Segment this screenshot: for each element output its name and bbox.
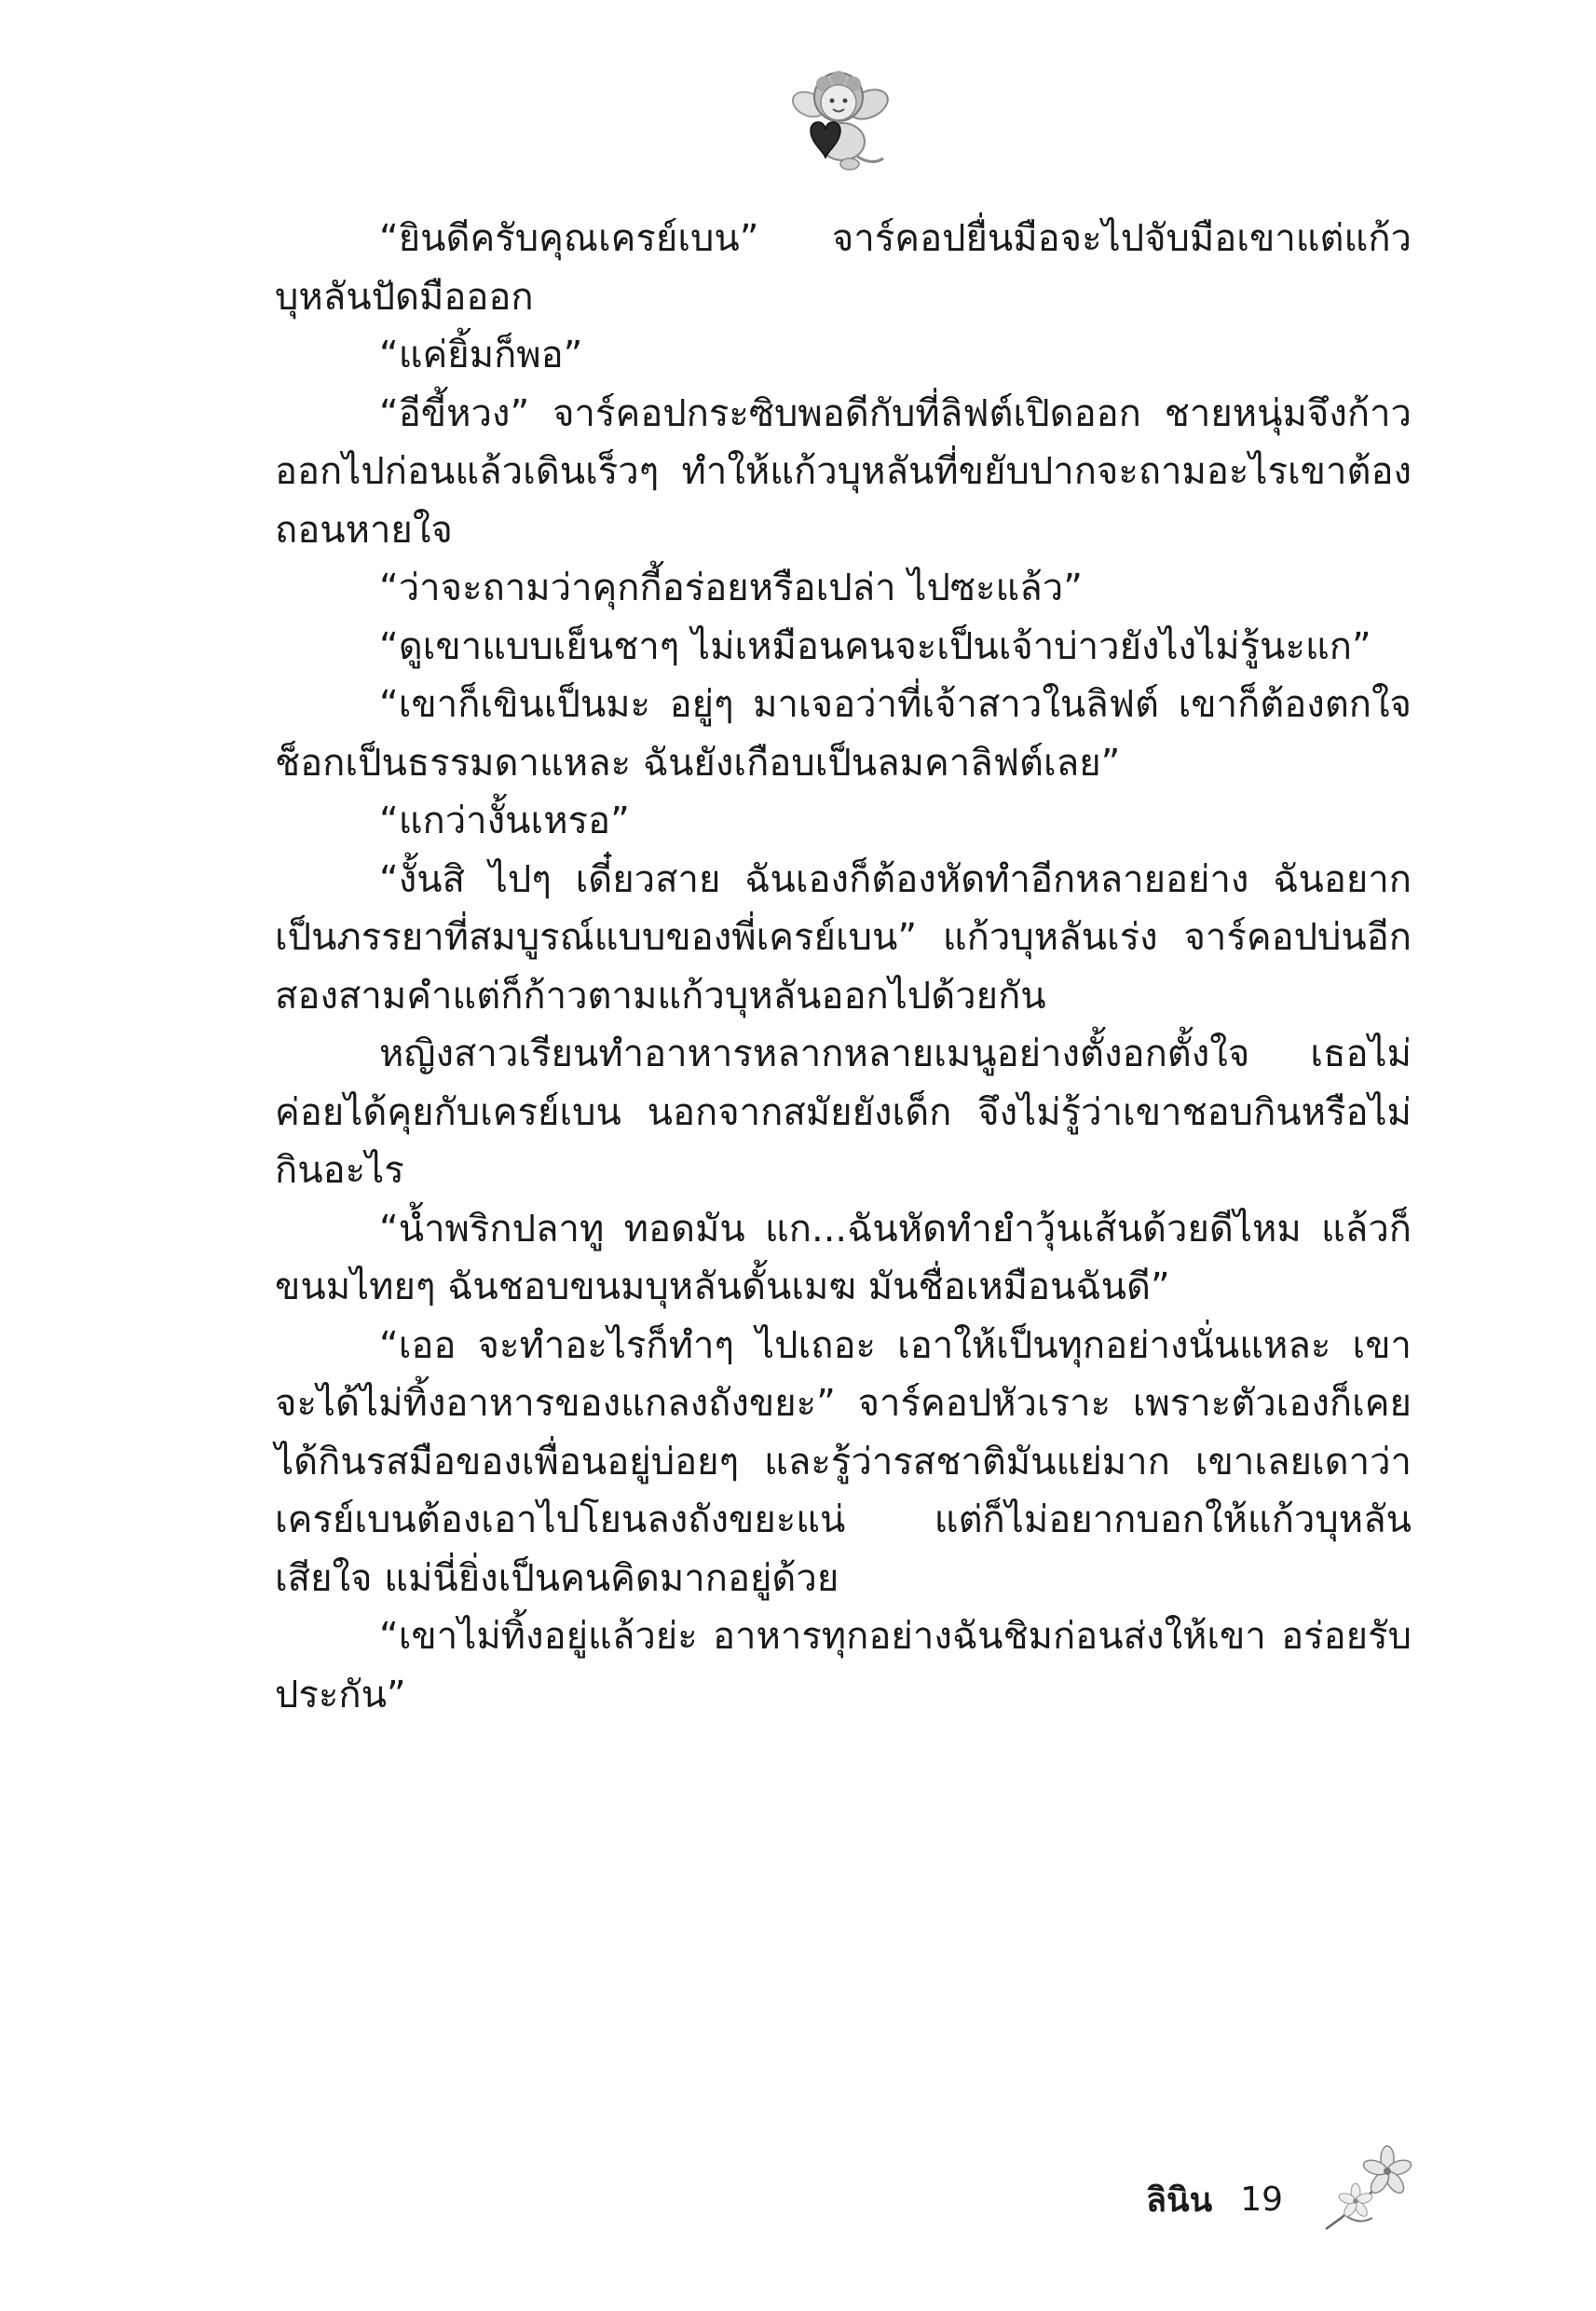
book-title: ลินิน (1146, 2181, 1213, 2220)
paragraph: หญิงสาวเรียนทำอาหารหลากหลายเมนูอย่างตั้งอกตั้งใจ เธอไม่ค่อยได้คุยกับเครย์เบน นอกจากสมัยยังเด็ก จึงไม่รู้ว่าเขาชอบกินหรือไม่กินอะไร (275, 1032, 1412, 1192)
paragraph: “แค่ยิ้มก็พอ” (379, 334, 583, 376)
flower-icon (1318, 2143, 1421, 2236)
paragraph: “เขาก็เขินเป็นมะ อยู่ๆ มาเจอว่าที่เจ้าสาวในลิฟต์ เขาก็ต้องตกใจช็อกเป็นธรรมดาแหละ ฉันยังเกือบเป็นลมคาลิฟต์เลย” (275, 683, 1412, 785)
paragraph: “เขาไม่ทิ้งอยู่แล้วย่ะ อาหารทุกอย่างฉันชิมก่อนส่งให้เขา อร่อยรับประกัน” (275, 1615, 1412, 1716)
paragraph: “ดูเขาแบบเย็นชาๆ ไม่เหมือนคนจะเป็นเจ้าบ่าวยังไงไม่รู้นะแก” (379, 624, 1371, 668)
paragraph: “น้ำพริกปลาทู ทอดมัน แก...ฉันหัดทำยำวุ้นเส้นด้วยดีไหม แล้วก็ขนมไทยๆ ฉันชอบขนมบุหลันดั้นเมฆ มันชื่อเหมือนฉันดี” (275, 1207, 1412, 1308)
paragraph: “แกว่างั้นเหรอ” (379, 800, 630, 842)
paragraph: “ว่าจะถามว่าคุกกี้อร่อยหรือเปล่า ไปซะแล้ว” (379, 567, 1083, 609)
page-number: 19 (1240, 2180, 1284, 2219)
paragraph: “อีขี้หวง” จาร์คอปกระซิบพอดีกับที่ลิฟต์เปิดออก ชายหนุ่มจึงก้าวออกไปก่อนแล้วเดินเร็วๆ ทำให้แก้วบุหลันที่ขยับปากจะถามอะไรเขาต้องถอนหายใจ (275, 391, 1412, 552)
cupid-with-heart-icon (783, 65, 894, 177)
paragraph: “เออ จะทำอะไรก็ทำๆ ไปเถอะ เอาให้เป็นทุกอย่างนั่นแหละ เขาจะได้ไม่ทิ้งอาหารของแกลงถังขยะ” จาร์คอปหัวเราะ เพราะตัวเองก็เคยได้กินรสมือของเพื่อนอยู่บ่อยๆ และรู้ว่ารสชาติมันแย่มาก เขาเลยเดาว่าเครย์เบนต้องเอาไปโยนลงถังขยะแน่ แต่ก็ไม่อยากบอกให้แก้วบุหลันเสียใจ แม่นี่ยิ่งเป็นคนคิดมากอยู่ด้วย (275, 1323, 1412, 1600)
page-footer (1146, 2171, 1283, 2227)
body-text (275, 210, 1412, 1724)
paragraph: “งั้นสิ ไปๆ เดี๋ยวสาย ฉันเองก็ต้องหัดทำอีกหลายอย่าง ฉันอยากเป็นภรรยาที่สมบูรณ์แบบของพี่เครย์เบน” แก้วบุหลันเร่ง จาร์คอปบ่นอีกสองสามคำแต่ก็ก้าวตามแก้วบุหลันออกไปด้วยกัน (275, 857, 1412, 1018)
paragraph: “ยินดีครับคุณเครย์เบน” จาร์คอปยื่นมือจะไปจับมือเขาแต่แก้วบุหลันปัดมือออก (275, 217, 1412, 319)
